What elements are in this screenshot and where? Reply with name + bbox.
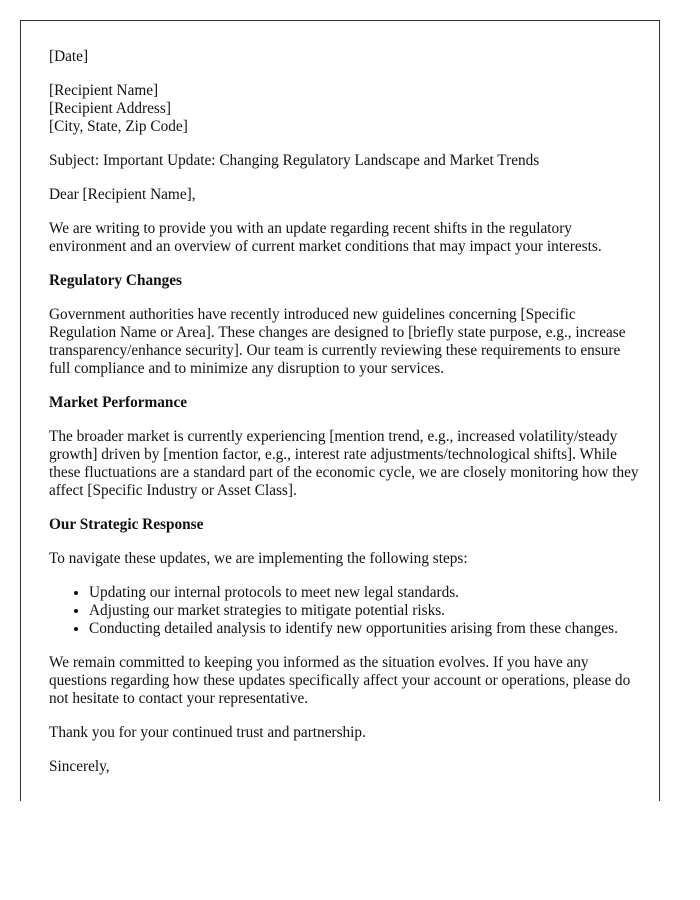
section-heading-regulatory-changes: Regulatory Changes	[49, 272, 182, 289]
list-item: • Adjusting our market strategies to mitigate potential risks.	[89, 602, 639, 620]
closing-paragraph: We remain committed to keeping you informed as the situation evolves. If you have any questions regarding how these updates specifically affect your account or operations, please do not hesitate to contact your representative.	[49, 654, 631, 707]
section-body-regulatory-changes: Government authorities have recently introduced new guidelines concerning [Specific Regulation Name or Area]. These changes are designed to [briefly state purpose, e.g., increase transparency/enhance security]. Our team is currently reviewing these requirements to ensure full compliance and to minimize any disruption to your services.	[49, 306, 626, 377]
signoff: Sincerely,	[49, 758, 110, 775]
recipient-name: [Recipient Name]	[49, 82, 159, 99]
strategic-steps-list	[49, 584, 639, 638]
section-body-market-performance: The broader market is currently experiencing [mention trend, e.g., increased volatility/steady growth] driven by [mention factor, e.g., interest rate adjustments/technological shifts]. While these fluctuations are a standard part of the economic cycle, we are closely monitoring how they affect [Specific Industry or Asset Class].	[49, 428, 639, 499]
salutation: Dear [Recipient Name],	[49, 186, 196, 203]
letter-subject: Subject: Important Update: Changing Regulatory Landscape and Market Trends	[49, 152, 540, 169]
section-heading-strategic-response: Our Strategic Response	[49, 516, 204, 533]
recipient-city-state-zip: [City, State, Zip Code]	[49, 118, 188, 135]
list-item: • Updating our internal protocols to meet new legal standards.	[89, 584, 639, 602]
letter-page	[20, 20, 660, 801]
letter-body	[49, 48, 639, 792]
intro-paragraph: We are writing to provide you with an update regarding recent shifts in the regulatory environment and an overview of current market conditions that may impact your interests.	[49, 220, 602, 255]
section-heading-market-performance: Market Performance	[49, 394, 188, 411]
section-body-strategic-response: To navigate these updates, we are implementing the following steps:	[49, 550, 468, 567]
thanks-line: Thank you for your continued trust and partnership.	[49, 724, 366, 741]
recipient-address: [Recipient Address]	[49, 100, 171, 117]
recipient-block	[49, 82, 639, 136]
letter-date: [Date]	[49, 48, 89, 65]
list-item: • Conducting detailed analysis to identify new opportunities arising from these changes.	[89, 620, 639, 638]
